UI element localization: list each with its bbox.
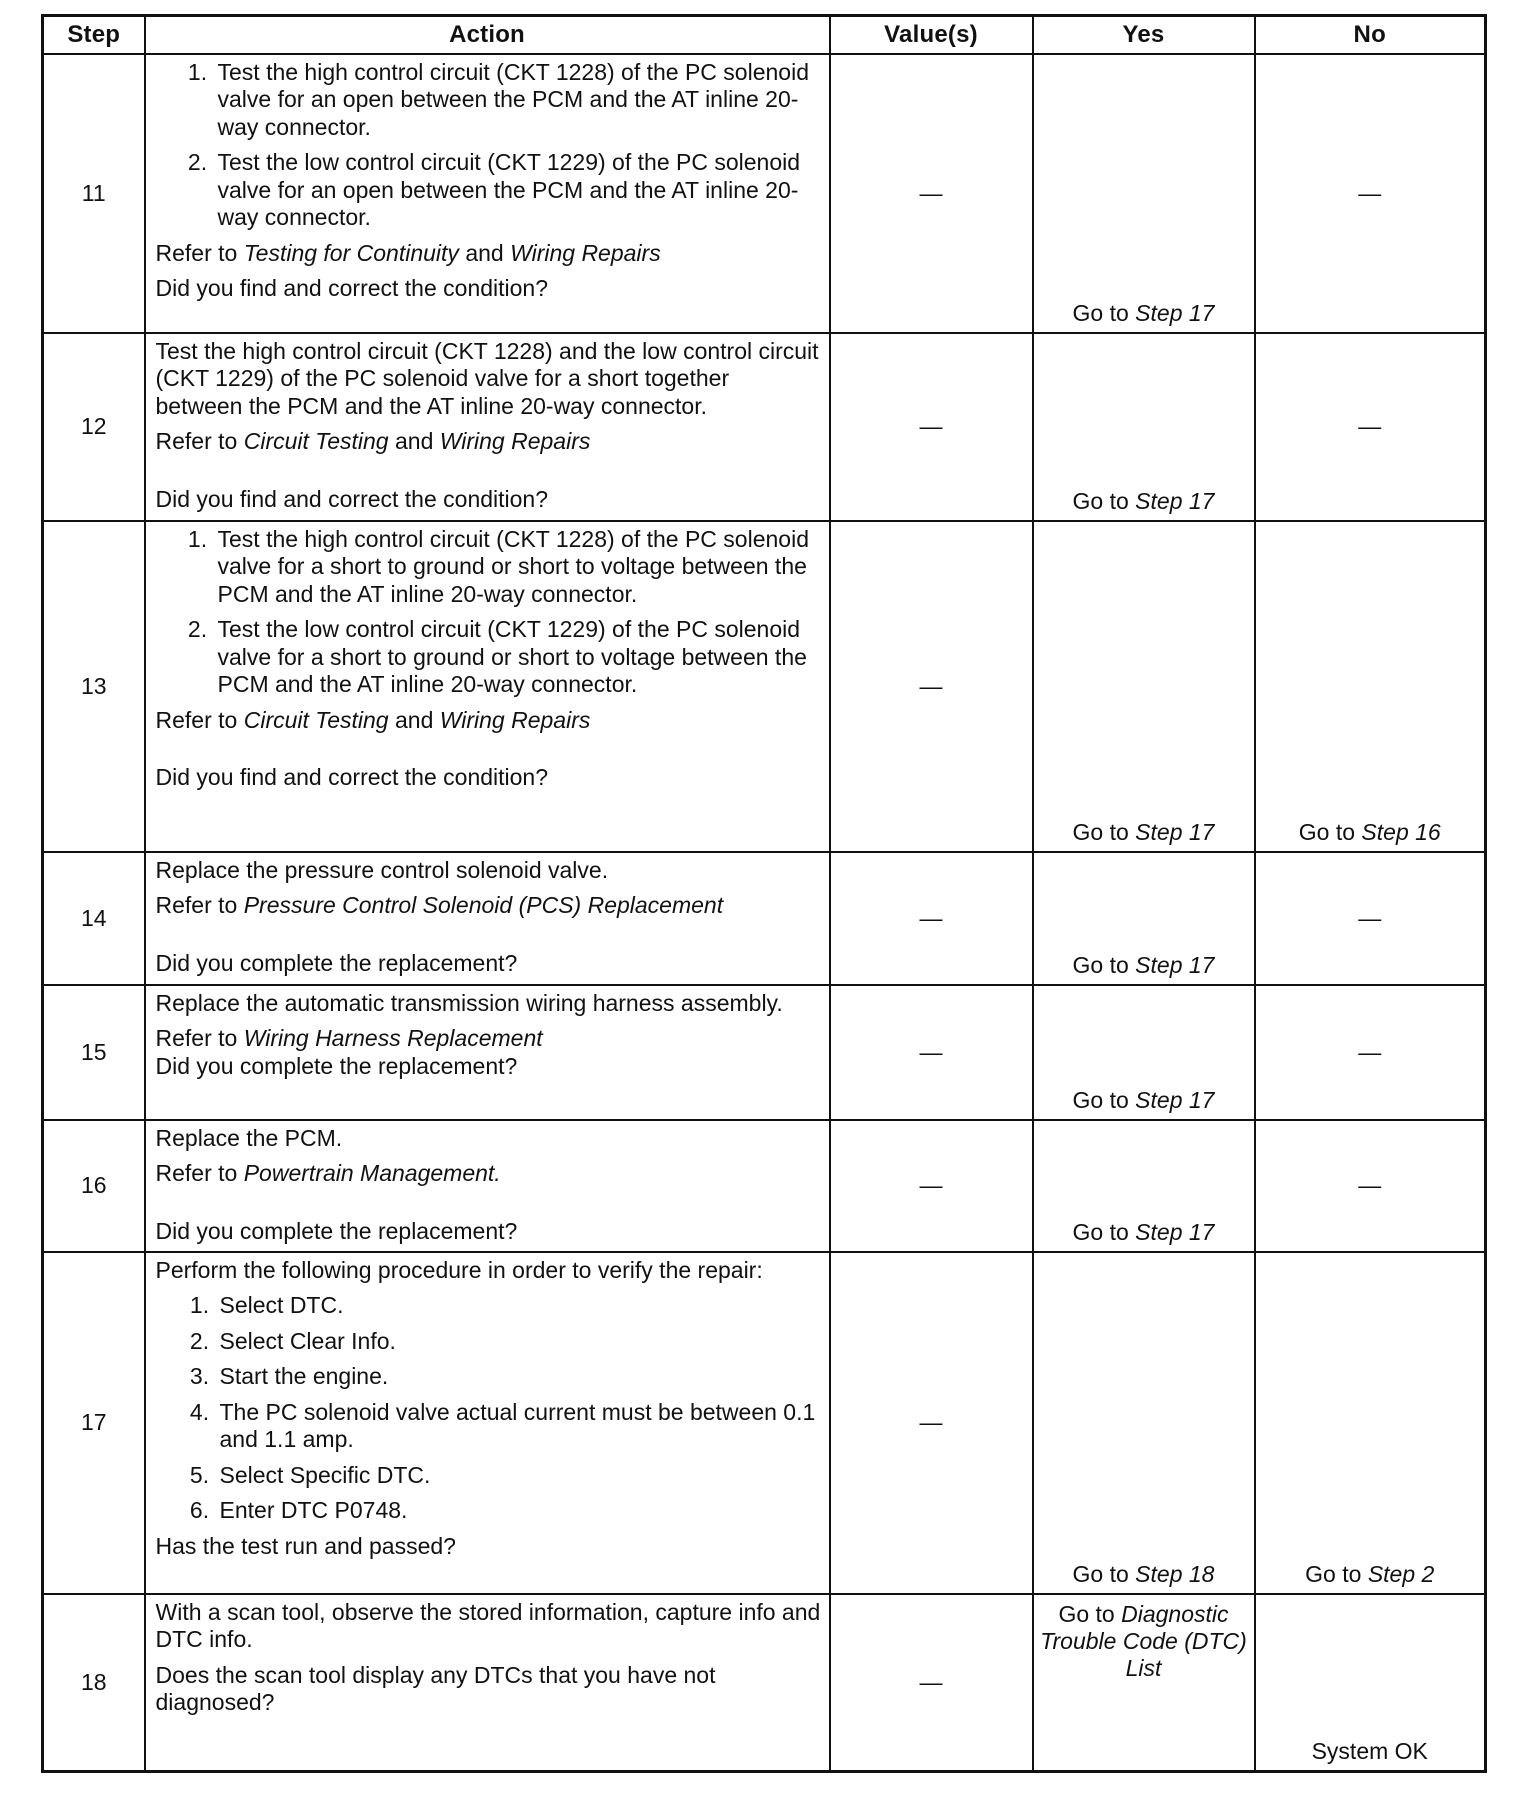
question: Did you find and correct the condition?	[155, 275, 549, 301]
list-item: 3. Start the engine.	[216, 1363, 821, 1391]
yes-cell	[1033, 1120, 1255, 1252]
yes-action: Go to Step 17	[1072, 818, 1215, 845]
table-row-step-18	[43, 1594, 1486, 1772]
yes-action: Go to Step 17	[1072, 951, 1215, 978]
yes-action: Go to Step 17	[1072, 487, 1215, 514]
action-text: Test the high control circuit (CKT 1228) and the low control circuit (CKT 1229) of the PC solenoid valve for a short together between the PCM and the AT inline 20-way connector.	[155, 337, 819, 419]
yes-cell	[1033, 54, 1255, 333]
reference-link: Circuit Testing	[243, 706, 389, 733]
action-cell	[145, 521, 830, 852]
reference-line: Refer to Wiring Harness Replacement	[155, 1025, 543, 1051]
dash: —	[919, 1409, 943, 1435]
yes-action: Go to Diagnostic Trouble Code (DTC) List	[1040, 1600, 1247, 1681]
table-row-step-13	[43, 521, 1486, 852]
action-cell	[145, 1594, 830, 1772]
action-text: Perform the following procedure in order to verify the repair:	[155, 1256, 763, 1283]
yes-cell	[1033, 1594, 1255, 1772]
reference-line: Refer to Powertrain Management.	[155, 1160, 501, 1186]
action-cell	[145, 985, 830, 1120]
no-action: Go to Step 2	[1305, 1560, 1435, 1587]
value-cell	[830, 852, 1033, 985]
value-cell	[830, 1594, 1033, 1772]
reference-link: Testing for Continuity	[243, 239, 459, 266]
yes-cell	[1033, 333, 1255, 521]
action-list	[156, 59, 821, 232]
dash: —	[1358, 179, 1382, 206]
question: Did you complete the replacement?	[155, 1217, 518, 1244]
step-number: 13	[43, 521, 145, 852]
dash: —	[919, 413, 943, 439]
header-no: No	[1255, 16, 1486, 54]
list-item: 1. Test the high control circuit (CKT 1228) of the PC solenoid valve for an open between the PCM and the AT inline 20-way connector.	[214, 59, 821, 142]
dash: —	[919, 1668, 943, 1695]
value-cell	[830, 1120, 1033, 1252]
no-cell	[1255, 1252, 1486, 1594]
question: Did you find and correct the condition?	[155, 485, 549, 512]
no-cell	[1255, 1594, 1486, 1772]
table-row-step-16	[43, 1120, 1486, 1252]
action-cell	[145, 333, 830, 521]
header-action: Action	[145, 16, 830, 54]
value-cell	[830, 521, 1033, 852]
header-row	[43, 16, 1486, 54]
table-row-step-11	[43, 54, 1486, 333]
action-text: With a scan tool, observe the stored information, capture info and DTC info.	[155, 1598, 821, 1652]
diagnostic-table	[41, 14, 1487, 1773]
list-item: 2. Test the low control circuit (CKT 1229) of the PC solenoid valve for an open between the PCM and the AT inline 20-way connector.	[214, 149, 821, 232]
value-cell	[830, 985, 1033, 1120]
list-item: 5. Select Specific DTC.	[216, 1462, 821, 1490]
no-cell	[1255, 852, 1486, 985]
action-cell	[145, 1120, 830, 1252]
action-cell	[145, 852, 830, 985]
reference-link: Circuit Testing	[243, 428, 389, 454]
step-number: 16	[43, 1120, 145, 1252]
action-text: Replace the PCM.	[155, 1124, 343, 1151]
dash: —	[1358, 1038, 1382, 1065]
yes-cell	[1033, 1252, 1255, 1594]
step-number: 18	[43, 1594, 145, 1772]
list-item: 1. Select DTC.	[216, 1292, 821, 1320]
no-cell	[1255, 985, 1486, 1120]
procedure-list	[156, 1292, 821, 1525]
step-number: 14	[43, 852, 145, 985]
table-row-step-12	[43, 333, 1486, 521]
no-cell	[1255, 521, 1486, 852]
yes-action: Go to Step 17	[1072, 1218, 1215, 1245]
yes-cell	[1033, 852, 1255, 985]
dash: —	[919, 179, 943, 206]
step-number: 11	[43, 54, 145, 333]
header-step: Step	[43, 16, 145, 54]
step-number: 15	[43, 985, 145, 1120]
action-list	[156, 526, 821, 699]
reference-link: Wiring Repairs	[439, 428, 591, 454]
yes-action: Go to Step 18	[1072, 1560, 1215, 1587]
value-cell	[830, 54, 1033, 333]
yes-action: Go to Step 17	[1072, 1086, 1215, 1113]
value-cell	[830, 1252, 1033, 1594]
dash: —	[1358, 413, 1382, 439]
action-cell	[145, 54, 830, 333]
yes-cell	[1033, 521, 1255, 852]
header-values: Value(s)	[830, 16, 1033, 54]
reference-link: Powertrain Management.	[243, 1160, 501, 1186]
reference-line: Refer to Pressure Control Solenoid (PCS) Replacement	[155, 892, 724, 918]
list-item: 1. Test the high control circuit (CKT 1228) of the PC solenoid valve for a short to ground or short to voltage between the PCM and the AT inline 20-way connector.	[214, 526, 821, 609]
no-action: System OK	[1311, 1738, 1428, 1764]
list-item: 2. Select Clear Info.	[216, 1328, 821, 1356]
dash: —	[1358, 1172, 1382, 1198]
step-number: 12	[43, 333, 145, 521]
dash: —	[919, 1038, 943, 1065]
yes-action: Go to Step 17	[1072, 299, 1215, 326]
reference-link: Wiring Harness Replacement	[243, 1025, 543, 1051]
dash: —	[919, 672, 943, 699]
yes-cell	[1033, 985, 1255, 1120]
dash: —	[1358, 904, 1382, 931]
no-cell	[1255, 1120, 1486, 1252]
header-yes: Yes	[1033, 16, 1255, 54]
question: Did you complete the replacement?	[155, 949, 518, 976]
question: Did you complete the replacement?	[155, 1052, 518, 1079]
list-item: 4. The PC solenoid valve actual current must be between 0.1 and 1.1 amp.	[216, 1399, 821, 1454]
reference-line: Refer to Circuit Testing and Wiring Repairs	[155, 428, 591, 454]
reference-line: Refer to Circuit Testing and Wiring Repairs	[155, 706, 591, 733]
list-item: 2. Test the low control circuit (CKT 1229) of the PC solenoid valve for a short to ground or short to voltage between the PCM and the AT inline 20-way connector.	[214, 616, 821, 699]
table-row-step-17	[43, 1252, 1486, 1594]
question: Has the test run and passed?	[155, 1532, 456, 1559]
table-row-step-14	[43, 852, 1486, 985]
no-cell	[1255, 54, 1486, 333]
no-action: Go to Step 16	[1298, 818, 1441, 845]
question: Does the scan tool display any DTCs that you have not diagnosed?	[155, 1661, 716, 1715]
step-number: 17	[43, 1252, 145, 1594]
action-text: Replace the automatic transmission wiring harness assembly.	[155, 989, 783, 1016]
action-cell	[145, 1252, 830, 1594]
dash: —	[919, 1172, 943, 1198]
action-text: Replace the pressure control solenoid valve.	[155, 856, 609, 883]
no-cell	[1255, 333, 1486, 521]
dash: —	[919, 904, 943, 931]
list-item: 6. Enter DTC P0748.	[216, 1497, 821, 1525]
reference-link: Wiring Repairs	[439, 706, 591, 733]
reference-link: Wiring Repairs	[510, 239, 661, 266]
value-cell	[830, 333, 1033, 521]
table-row-step-15	[43, 985, 1486, 1120]
question: Did you find and correct the condition?	[155, 764, 549, 790]
reference-link: Pressure Control Solenoid (PCS) Replacement	[243, 892, 724, 918]
reference-line: Refer to Testing for Continuity and Wiring Repairs	[155, 239, 661, 266]
